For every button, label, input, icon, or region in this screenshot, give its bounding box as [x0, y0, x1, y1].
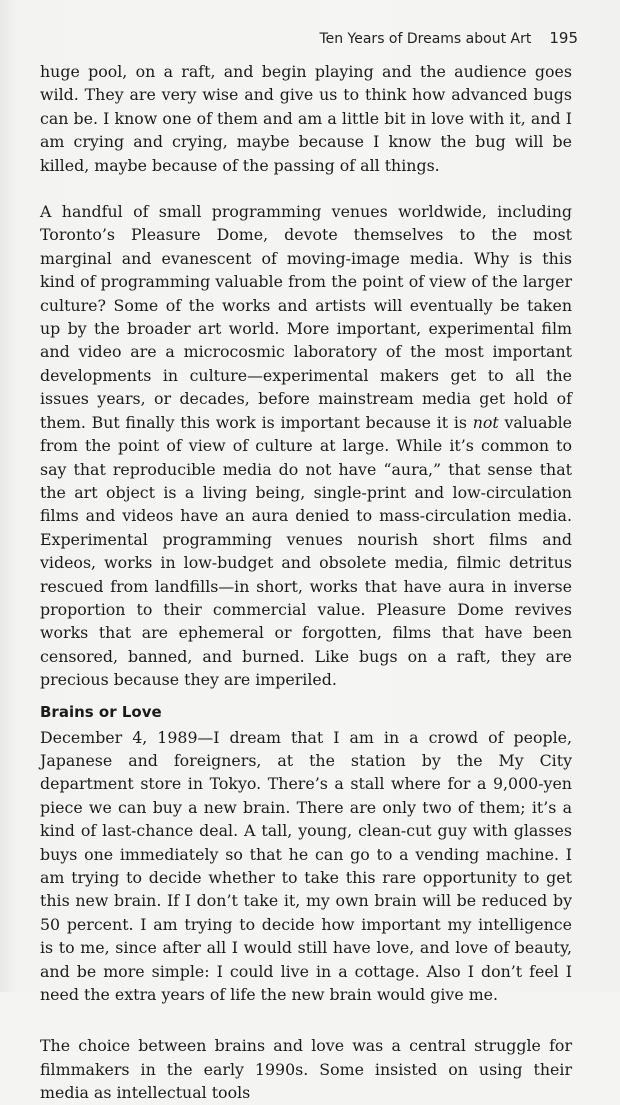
paragraph-2 — [40, 200, 572, 692]
paragraph-2-part-b: valuable from the point of view of culture at large. While it’s common to say that reproducible media do not have “aura,” that sense that the art object is a living being, single-print and low-circulation films and videos have an aura denied to mass-circulation media. Experimental programming venues nourish short films and videos, works in low-budget and obsolete media, filmic detritus rescued from landfills—in short, works that have aura in inverse proportion to their commercial value. Pleasure Dome revives works that are ephemeral or forgotten, films that have been censored, banned, and burned. Like bugs on a raft, they are precious because they are imperiled. — [40, 412, 572, 690]
body-text — [40, 60, 572, 1105]
section-heading: Brains or Love — [40, 702, 162, 721]
running-title: Ten Years of Dreams about Art — [319, 31, 532, 47]
paragraph-2-emphasis: not — [472, 412, 499, 432]
page-number: 195 — [549, 29, 578, 47]
running-head — [40, 29, 578, 47]
paragraph-2-part-a: A handful of small programming venues worldwide, including Toronto’s Pleasure Dome, devote themselves to the most marginal and evanescent of moving-image media. Why is this kind of programming valuable from the point of view of the larger culture? Some of the works and artists will eventually be taken up by the broader art world. More important, experimental film and video are a microcosmic laboratory of the most important developments in culture—experimental makers get to all the issues years, or decades, before mainstream media get hold of them. But finally this work is important because it is — [40, 202, 572, 432]
paragraph-3: December 4, 1989—I dream that I am in a crowd of people, Japanese and foreigners, at the station by the My City department store in Tokyo. There’s a stall where for a 9,000-yen piece we can buy a new brain. There are only two of them; it’s a kind of last-chance deal. A tall, young, clean-cut guy with glasses buys one immediately so that he can go to a vending machine. I am trying to decide whether to take this rare opportunity to get this new brain. If I don’t take it, my own brain will be reduced by 50 percent. I am trying to decide how important my intelligence is to me, since after all I would still have love, and love of beauty, and be more simple: I could live in a cottage. Also I don’t feel I need the extra years of life the new brain would give me. — [40, 727, 572, 1005]
paragraph-4: The choice between brains and love was a central struggle for filmmakers in the early 1990s. Some insisted on using their media as intellectual tools — [40, 1036, 572, 1103]
paragraph-1: huge pool, on a raft, and begin playing and the audience goes wild. They are very wise and give us to think how advanced bugs can be. I know one of them and am a little bit in love with it, and I am crying and crying, maybe because I know the bug will be killed, maybe because of the passing of all things. — [40, 62, 572, 175]
